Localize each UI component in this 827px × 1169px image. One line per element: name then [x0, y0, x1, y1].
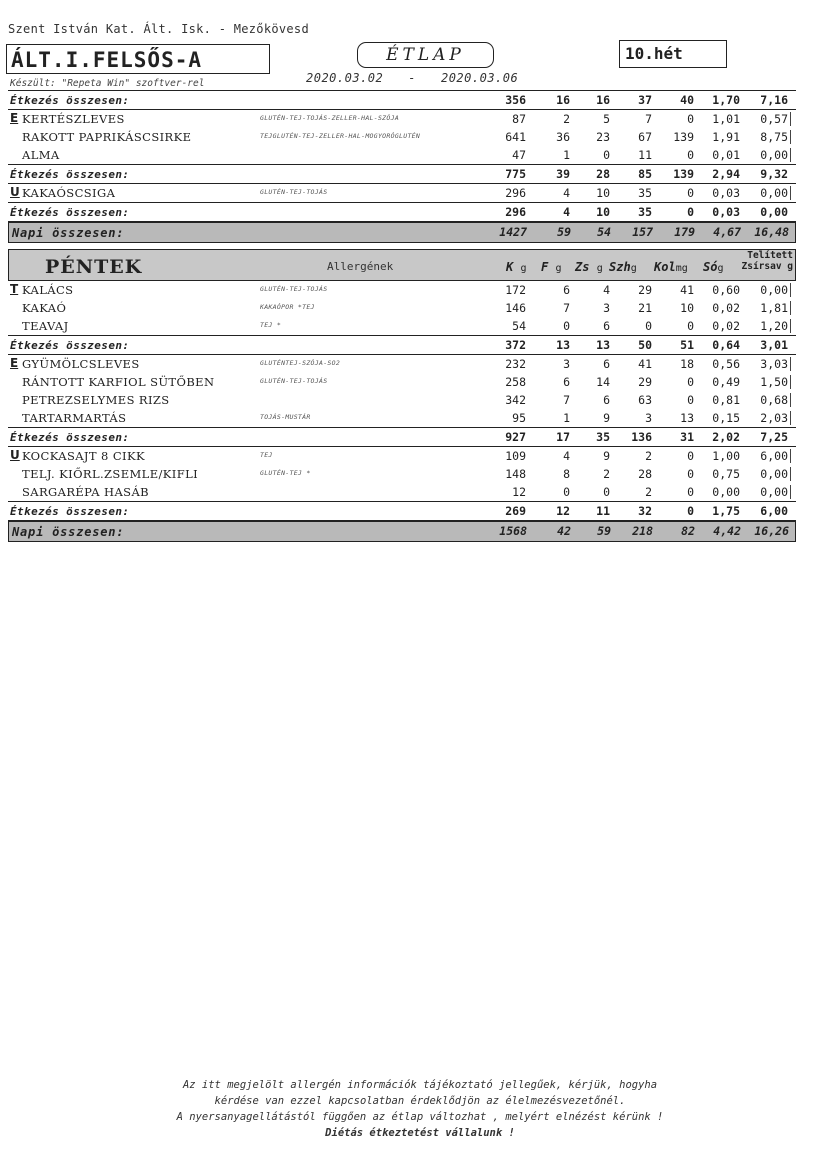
value-sat: 16,48 — [754, 225, 789, 239]
value-zs: 9 — [603, 449, 610, 463]
row-divider — [790, 485, 791, 499]
top-section — [8, 90, 796, 243]
meal-total-row — [8, 501, 796, 521]
class-name: ÁLT.I.FELSŐS-A — [11, 48, 203, 72]
value-zs: 6 — [603, 393, 610, 407]
dish-name: RAKOTT PAPRIKÁSCSIRKE — [22, 130, 192, 144]
value-f: 7 — [563, 301, 570, 315]
value-sat: 0,57 — [760, 112, 788, 126]
school-name: Szent István Kat. Ált. Isk. - Mezőkövesd — [8, 22, 309, 36]
footer-line-1: Az itt megjelölt allergén információk tájékoztató jellegűek, kérjük, hogyha — [182, 1079, 658, 1091]
day-header — [8, 249, 796, 281]
dish-name: PETREZSELYMES RIZS — [22, 393, 170, 407]
value-kol: 82 — [681, 524, 695, 538]
meal-marker: T — [10, 282, 19, 296]
value-kol: 139 — [673, 130, 694, 144]
value-szh: 21 — [638, 301, 652, 315]
value-k: 109 — [505, 449, 526, 463]
software-note: Készült: "Repeta Win" szoftver-rel — [10, 78, 205, 89]
value-k: 775 — [505, 167, 526, 181]
menu-title: ÉTLAP — [386, 45, 465, 65]
footer-line-2: kérdése van ezzel kapcsolatban érdeklődjön az élelmezésvezetőnél. — [214, 1095, 626, 1107]
value-so: 0,03 — [712, 186, 740, 200]
value-f: 36 — [556, 130, 570, 144]
value-sat: 0,00 — [760, 186, 788, 200]
value-kol: 0 — [687, 148, 694, 162]
value-szh: 28 — [638, 467, 652, 481]
daily-total-row — [8, 521, 796, 542]
dish-name: KAKAÓ — [22, 301, 67, 315]
value-zs: 9 — [603, 411, 610, 425]
friday-section — [8, 281, 796, 542]
value-zs: 0 — [603, 485, 610, 499]
value-f: 42 — [557, 524, 571, 538]
value-szh: 7 — [645, 112, 652, 126]
value-f: 39 — [556, 167, 570, 181]
col-header-k: K g — [506, 260, 527, 274]
total-label: Étkezés összesen: — [10, 168, 130, 181]
dish-name: RÁNTOTT KARFIOL SÜTŐBEN — [22, 375, 215, 389]
value-k: 54 — [512, 319, 526, 333]
value-kol: 0 — [687, 186, 694, 200]
dish-allergens: GLUTÉN-TEJ-TOJÁS — [260, 285, 328, 293]
value-zs: 13 — [596, 338, 610, 352]
total-label: Étkezés összesen: — [10, 431, 130, 444]
value-f: 4 — [563, 205, 570, 219]
value-so: 1,75 — [712, 504, 740, 518]
value-kol: 0 — [687, 205, 694, 219]
meal-marker: U — [10, 448, 20, 462]
value-so: 0,15 — [712, 411, 740, 425]
day-name: PÉNTEK — [45, 256, 143, 278]
row-divider — [790, 148, 791, 162]
allergens-header: Allergének — [327, 260, 394, 273]
value-sat: 7,16 — [760, 93, 788, 107]
value-szh: 32 — [638, 504, 652, 518]
value-kol: 41 — [680, 283, 694, 297]
value-k: 258 — [505, 375, 526, 389]
menu-title-box — [357, 42, 494, 68]
total-label: Étkezés összesen: — [10, 505, 130, 518]
row-divider — [790, 411, 791, 425]
value-szh: 3 — [645, 411, 652, 425]
total-label: Étkezés összesen: — [10, 206, 130, 219]
value-f: 1 — [563, 411, 570, 425]
value-f: 13 — [556, 338, 570, 352]
value-zs: 14 — [596, 375, 610, 389]
value-f: 3 — [563, 357, 570, 371]
value-k: 87 — [512, 112, 526, 126]
menu-table — [8, 90, 796, 542]
col-header-sat: Telített Zsírsav g — [741, 250, 793, 272]
date-from: 2020.03.02 — [306, 71, 384, 85]
value-k: 927 — [505, 430, 526, 444]
footer-line-3: A nyersanyagellátástól függően az étlap változhat , melyért elnézést kérünk ! — [176, 1111, 664, 1123]
value-f: 12 — [556, 504, 570, 518]
menu-item-row — [8, 483, 796, 501]
value-szh: 157 — [632, 225, 653, 239]
row-divider — [790, 319, 791, 333]
dish-name: KALÁCS — [22, 283, 74, 297]
value-szh: 41 — [638, 357, 652, 371]
row-divider — [790, 301, 791, 315]
value-kol: 0 — [687, 485, 694, 499]
value-so: 0,02 — [712, 301, 740, 315]
dish-name: TARTARMARTÁS — [22, 411, 127, 425]
value-szh: 35 — [638, 186, 652, 200]
value-kol: 0 — [687, 393, 694, 407]
menu-item-row — [8, 184, 796, 202]
meal-marker: E — [10, 111, 19, 125]
value-k: 172 — [505, 283, 526, 297]
meal-marker: U — [10, 185, 20, 199]
value-so: 0,49 — [712, 375, 740, 389]
dish-name: KERTÉSZLEVES — [22, 112, 125, 126]
col-header-kol: Kolmg — [654, 260, 688, 274]
value-sat: 3,03 — [760, 357, 788, 371]
total-label: Étkezés összesen: — [10, 339, 130, 352]
dish-allergens: GLUTÉN-TEJ * — [260, 469, 311, 477]
value-zs: 59 — [597, 524, 611, 538]
value-kol: 0 — [687, 319, 694, 333]
value-k: 232 — [505, 357, 526, 371]
value-k: 356 — [505, 93, 526, 107]
value-so: 0,56 — [712, 357, 740, 371]
dish-allergens: GLUTÉN-TEJ-TOJÁS — [260, 188, 328, 196]
value-kol: 0 — [687, 504, 694, 518]
meal-total-row — [8, 90, 796, 110]
meal-total-row — [8, 427, 796, 447]
value-k: 342 — [505, 393, 526, 407]
total-label: Étkezés összesen: — [10, 94, 130, 107]
value-szh: 67 — [638, 130, 652, 144]
row-divider — [790, 130, 791, 144]
value-szh: 50 — [638, 338, 652, 352]
col-header-f: F g — [541, 260, 562, 274]
value-f: 0 — [563, 319, 570, 333]
value-kol: 10 — [680, 301, 694, 315]
value-so: 1,01 — [712, 112, 740, 126]
menu-item-row — [8, 317, 796, 335]
value-sat: 0,00 — [760, 205, 788, 219]
value-f: 16 — [556, 93, 570, 107]
value-k: 269 — [505, 504, 526, 518]
value-so: 0,01 — [712, 148, 740, 162]
class-box — [6, 44, 270, 74]
value-sat: 6,00 — [760, 504, 788, 518]
value-sat: 1,81 — [760, 301, 788, 315]
value-kol: 139 — [673, 167, 694, 181]
value-so: 0,81 — [712, 393, 740, 407]
value-kol: 18 — [680, 357, 694, 371]
date-range — [306, 71, 518, 85]
value-szh: 29 — [638, 375, 652, 389]
value-k: 95 — [512, 411, 526, 425]
value-k: 1568 — [499, 524, 527, 538]
value-so: 1,00 — [712, 449, 740, 463]
dish-name: ALMA — [22, 148, 60, 162]
col-header-zs: Zs g — [575, 260, 603, 274]
menu-item-row — [8, 281, 796, 299]
value-sat: 0,00 — [760, 467, 788, 481]
date-to: 2020.03.06 — [440, 71, 519, 85]
value-k: 146 — [505, 301, 526, 315]
value-so: 0,00 — [712, 485, 740, 499]
value-zs: 10 — [596, 186, 610, 200]
value-sat: 7,25 — [760, 430, 788, 444]
menu-item-row — [8, 409, 796, 427]
value-sat: 6,00 — [760, 449, 788, 463]
value-k: 148 — [505, 467, 526, 481]
value-szh: 29 — [638, 283, 652, 297]
value-szh: 11 — [638, 148, 652, 162]
menu-item-row — [8, 299, 796, 317]
value-szh: 37 — [638, 93, 652, 107]
dish-allergens: KAKAÓPOR *TEJ — [260, 303, 315, 311]
value-k: 641 — [505, 130, 526, 144]
meal-total-row — [8, 164, 796, 184]
value-zs: 23 — [596, 130, 610, 144]
row-divider — [790, 467, 791, 481]
dish-name: GYÜMÖLCSLEVES — [22, 357, 140, 371]
value-sat: 3,01 — [760, 338, 788, 352]
value-f: 7 — [563, 393, 570, 407]
value-szh: 35 — [638, 205, 652, 219]
footer-note — [100, 1077, 740, 1141]
value-so: 4,67 — [713, 225, 741, 239]
value-zs: 16 — [596, 93, 610, 107]
value-f: 2 — [563, 112, 570, 126]
value-f: 1 — [563, 148, 570, 162]
menu-item-row — [8, 128, 796, 146]
menu-item-row — [8, 447, 796, 465]
value-kol: 0 — [687, 112, 694, 126]
value-f: 4 — [563, 186, 570, 200]
dish-name: TELJ. KIŐRL.ZSEMLE/KIFLI — [22, 467, 199, 481]
menu-item-row — [8, 355, 796, 373]
value-kol: 13 — [680, 411, 694, 425]
value-sat: 1,50 — [760, 375, 788, 389]
row-divider — [790, 112, 791, 126]
value-zs: 2 — [603, 467, 610, 481]
value-sat: 16,26 — [754, 524, 789, 538]
dish-allergens: TEJ — [260, 451, 273, 459]
dish-allergens: GLUTÉNTEJ-SZÓJA-SO2 — [260, 359, 341, 367]
value-zs: 5 — [603, 112, 610, 126]
value-szh: 2 — [645, 485, 652, 499]
value-zs: 54 — [597, 225, 611, 239]
footer-line-4: Diétás étkeztetést vállalunk ! — [325, 1127, 515, 1139]
row-divider — [790, 375, 791, 389]
value-so: 1,70 — [712, 93, 740, 107]
value-kol: 51 — [680, 338, 694, 352]
value-kol: 179 — [674, 225, 695, 239]
dish-allergens: GLUTÉN-TEJ-TOJÁS-ZELLER-HAL-SZÓJA — [260, 114, 400, 122]
value-sat: 8,75 — [760, 130, 788, 144]
value-k: 372 — [505, 338, 526, 352]
value-szh: 0 — [645, 319, 652, 333]
value-sat: 0,00 — [760, 283, 788, 297]
col-header-so: Sóg — [703, 260, 724, 274]
value-sat: 0,00 — [760, 485, 788, 499]
value-f: 59 — [557, 225, 571, 239]
value-szh: 136 — [631, 430, 652, 444]
value-zs: 28 — [596, 167, 610, 181]
value-k: 1427 — [499, 225, 527, 239]
value-so: 0,60 — [712, 283, 740, 297]
dish-allergens: GLUTÉN-TEJ-TOJÁS — [260, 377, 328, 385]
value-f: 6 — [563, 283, 570, 297]
row-divider — [790, 393, 791, 407]
value-k: 296 — [505, 186, 526, 200]
meal-total-row — [8, 202, 796, 222]
menu-item-row — [8, 391, 796, 409]
value-so: 0,75 — [712, 467, 740, 481]
date-separator: - — [408, 71, 416, 85]
value-zs: 4 — [603, 283, 610, 297]
value-sat: 0,00 — [760, 148, 788, 162]
dish-allergens: TEJ * — [260, 321, 282, 329]
value-zs: 6 — [603, 319, 610, 333]
dish-name: TEAVAJ — [22, 319, 69, 333]
meal-total-row — [8, 335, 796, 355]
value-szh: 85 — [638, 167, 652, 181]
menu-item-row — [8, 373, 796, 391]
daily-total-row — [8, 222, 796, 243]
dish-name: KOCKASAJT 8 CIKK — [22, 449, 145, 463]
value-k: 296 — [505, 205, 526, 219]
menu-item-row — [8, 465, 796, 483]
value-kol: 0 — [687, 467, 694, 481]
value-k: 47 — [512, 148, 526, 162]
value-so: 2,94 — [712, 167, 740, 181]
value-so: 4,42 — [713, 524, 741, 538]
value-kol: 0 — [687, 375, 694, 389]
value-f: 17 — [556, 430, 570, 444]
value-so: 0,64 — [712, 338, 740, 352]
value-kol: 0 — [687, 449, 694, 463]
value-so: 0,02 — [712, 319, 740, 333]
value-k: 12 — [512, 485, 526, 499]
menu-item-row — [8, 146, 796, 164]
dish-name: SARGARÉPA HASÁB — [22, 485, 149, 499]
row-divider — [790, 186, 791, 200]
value-zs: 3 — [603, 301, 610, 315]
value-szh: 2 — [645, 449, 652, 463]
total-label: Napi összesen: — [12, 525, 125, 539]
value-zs: 10 — [596, 205, 610, 219]
value-f: 6 — [563, 375, 570, 389]
value-sat: 9,32 — [760, 167, 788, 181]
value-sat: 0,68 — [760, 393, 788, 407]
value-f: 4 — [563, 449, 570, 463]
dish-name: KAKAÓSCSIGA — [22, 186, 116, 200]
value-so: 2,02 — [712, 430, 740, 444]
value-zs: 35 — [596, 430, 610, 444]
row-divider — [790, 357, 791, 371]
value-so: 1,91 — [712, 130, 740, 144]
total-label: Napi összesen: — [12, 226, 125, 240]
row-divider — [790, 283, 791, 297]
value-sat: 2,03 — [760, 411, 788, 425]
value-kol: 31 — [680, 430, 694, 444]
value-so: 0,03 — [712, 205, 740, 219]
meal-marker: E — [10, 356, 19, 370]
value-szh: 218 — [632, 524, 653, 538]
week-box — [619, 40, 727, 68]
value-szh: 63 — [638, 393, 652, 407]
dish-allergens: TOJÁS-MUSTÁR — [260, 413, 311, 421]
menu-item-row — [8, 110, 796, 128]
row-divider — [790, 449, 791, 463]
dish-allergens: TEJGLUTÉN-TEJ-ZELLER-HAL-MOGYORÓGLUTÉN — [260, 132, 421, 140]
value-zs: 11 — [596, 504, 610, 518]
week-label: 10.hét — [625, 44, 683, 63]
value-zs: 6 — [603, 357, 610, 371]
col-header-szh: Szhg — [609, 260, 637, 274]
value-zs: 0 — [603, 148, 610, 162]
value-kol: 40 — [680, 93, 694, 107]
value-f: 8 — [563, 467, 570, 481]
value-sat: 1,20 — [760, 319, 788, 333]
value-f: 0 — [563, 485, 570, 499]
